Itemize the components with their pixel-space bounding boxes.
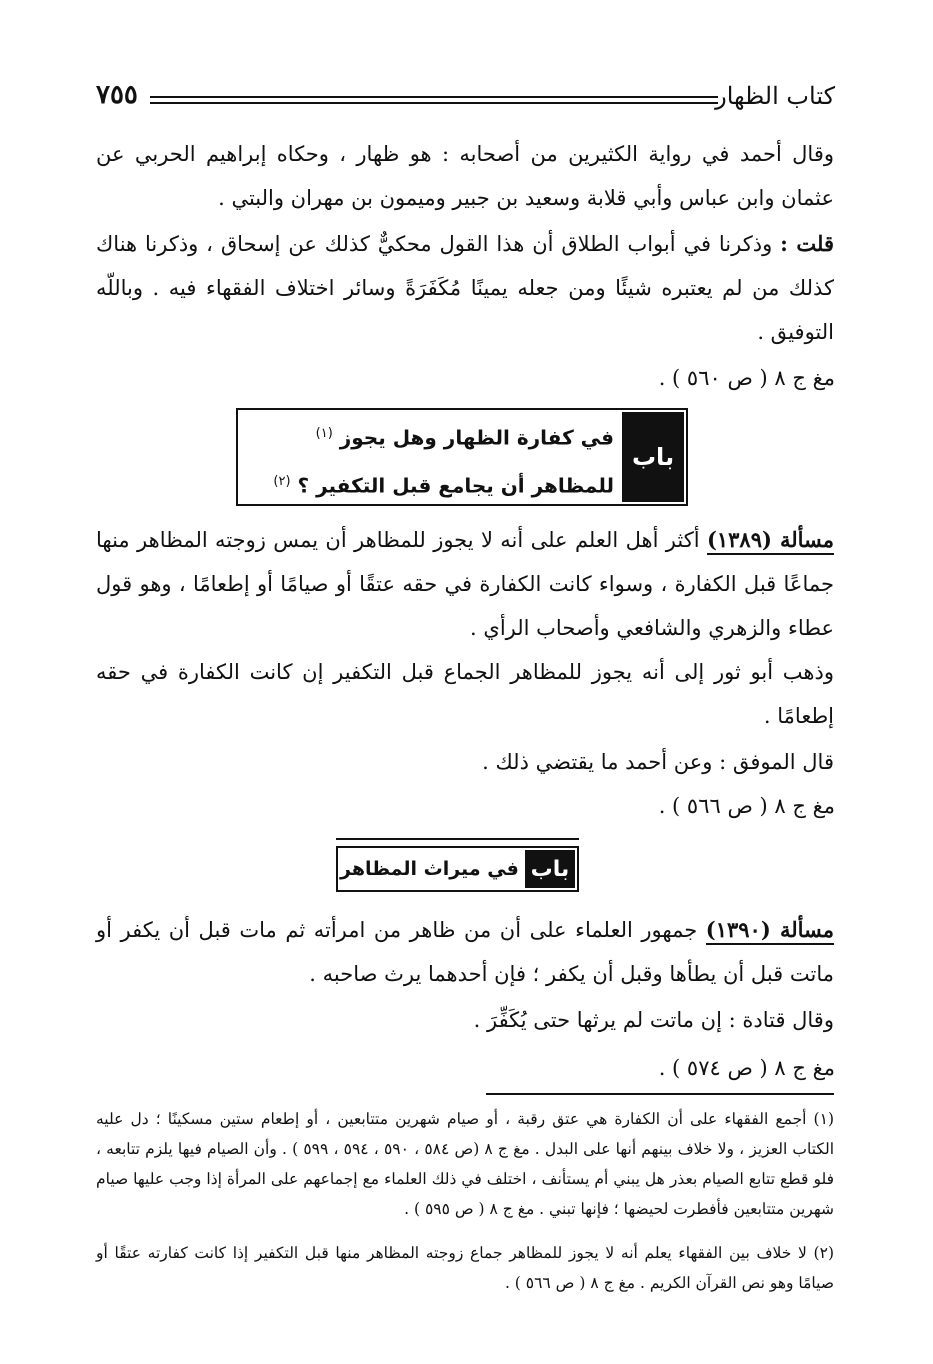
qultu-label: قلت : bbox=[780, 231, 834, 256]
header-rule-bottom bbox=[150, 102, 718, 104]
bab-label-2: باب bbox=[525, 850, 575, 888]
masala-1389-text: أكثر أهل العلم على أنه لا يجوز للمظاهر أن يمس زوجته المظاهر منها جماعًا قبل الكفارة ، وسواء كانت الكفارة في حقه عتقًا أو صيامًا أو إطعامًا ، وهو قول عطاء والزهري والشافعي وأصحاب الرأي . bbox=[96, 528, 834, 640]
masala-1389 bbox=[96, 518, 834, 650]
paragraph-author-note-text: وذكرنا في أبواب الطلاق أن هذا القول محكيٌّ كذلك عن إسحاق ، وذكرنا هناك كذلك من لم يعتبره شيئًا ومن جعله يمينًا مُكَفَرَةً وسائر اختلاف الفقهاء فيه . وباللّه التوفيق . bbox=[96, 232, 834, 344]
header-rule-top bbox=[150, 96, 718, 98]
paragraph-ahmad-narration: وقال أحمد في رواية الكثيرين من أصحابه : هو ظهار ، وحكاه إبراهيم الحربي عن عثمان وابن عباس وأبي قلابة وسعيد بن جبير وميمون بن مهران والبتي . bbox=[96, 142, 834, 210]
bab-label: باب bbox=[622, 412, 684, 502]
paragraph-qatada: وقال قتادة : إن ماتت لم يرثها حتى يُكَفِّرَ . bbox=[473, 1008, 834, 1032]
masala-1390-label: مسألة (١٣٩٠) bbox=[706, 917, 834, 945]
masala-1390 bbox=[96, 908, 834, 996]
paragraph-muwaffaq: قال الموفق : وعن أحمد ما يقتضي ذلك . bbox=[482, 750, 834, 774]
footnote-separator bbox=[486, 1093, 834, 1095]
source-reference-1: مغ ج ٨ ( ص ٥٦٠ ) . bbox=[658, 366, 835, 390]
footnote-1: (١) أجمع الفقهاء على أن الكفارة هي عتق رقبة ، أو صيام شهرين متتابعين ، أو إطعام ستين مسكينًا ؛ دل عليه الكتاب العزيز ، ولا خلاف بينهم أنها على البدل . مغ ج ٨ (ص ٥٨٤ ، ٥٩٠ ، ٥٩٤ ، ٥٩٩ ) . وأن الصيام فيها يلزم تتابعه ، فلو قطع تتابع الصيام بعذر هل يبني أم يستأنف ، اختلف في ذلك العلماء مع إجماعهم على المرأة إذا وجب عليها صيام شهرين متتابعين فأفطرت لحيضها ؛ فإنها تبني . مغ ج ٨ ( ص ٥٩٥ ) . bbox=[96, 1110, 835, 1218]
footnote-marker-2: (٢) bbox=[273, 473, 291, 489]
chapter-heading-line2 bbox=[240, 460, 614, 508]
masala-1390-text: جمهور العلماء على أن من ظاهر من امرأته ثم مات قبل أن يكفر أو ماتت قبل أن يطأها وقبل أن يكفر ؛ فإن أحدهما يرث صاحبه . bbox=[96, 918, 834, 986]
chapter-heading-line2-text: للمظاهر أن يجامع قبل التكفير ؟ bbox=[297, 473, 614, 498]
running-header-title: كتاب الظهار bbox=[715, 82, 835, 110]
source-reference-3: مغ ج ٨ ( ص ٥٧٤ ) . bbox=[658, 1056, 835, 1080]
chapter-heading-2-text: في ميراث المظاهر bbox=[340, 858, 519, 880]
chapter-heading-kaffara bbox=[236, 408, 688, 506]
chapter-heading-inheritance bbox=[336, 846, 579, 892]
footnote-marker-1: (١) bbox=[315, 426, 333, 441]
masala-1389-label: مسألة (١٣٨٩) bbox=[707, 527, 834, 555]
paragraph-abu-thawr: وذهب أبو ثور إلى أنه يجوز للمظاهر الجماع قبل التكفير إن كانت الكفارة في حقه إطعامًا . bbox=[96, 660, 834, 728]
page-number: ٧٥٥ bbox=[96, 80, 138, 110]
source-reference-2: مغ ج ٨ ( ص ٥٦٦ ) . bbox=[658, 794, 835, 818]
chapter-heading-line1-text: في كفارة الظهار وهل يجوز bbox=[339, 425, 614, 450]
chapter-heading-line1 bbox=[240, 412, 614, 460]
footnote-2: (٢) لا خلاف بين الفقهاء يعلم أنه لا يجوز للمظاهر جماع زوجته المظاهر منها قبل التكفير إذا كانت كفارته عتقًا أو صيامًا وهو نص القرآن الكريم . مغ ج ٨ ( ص ٥٦٦ ) . bbox=[96, 1244, 834, 1292]
chapter-heading-text bbox=[240, 412, 622, 502]
chapter-heading-rule bbox=[336, 838, 579, 840]
paragraph-author-note bbox=[96, 222, 834, 354]
